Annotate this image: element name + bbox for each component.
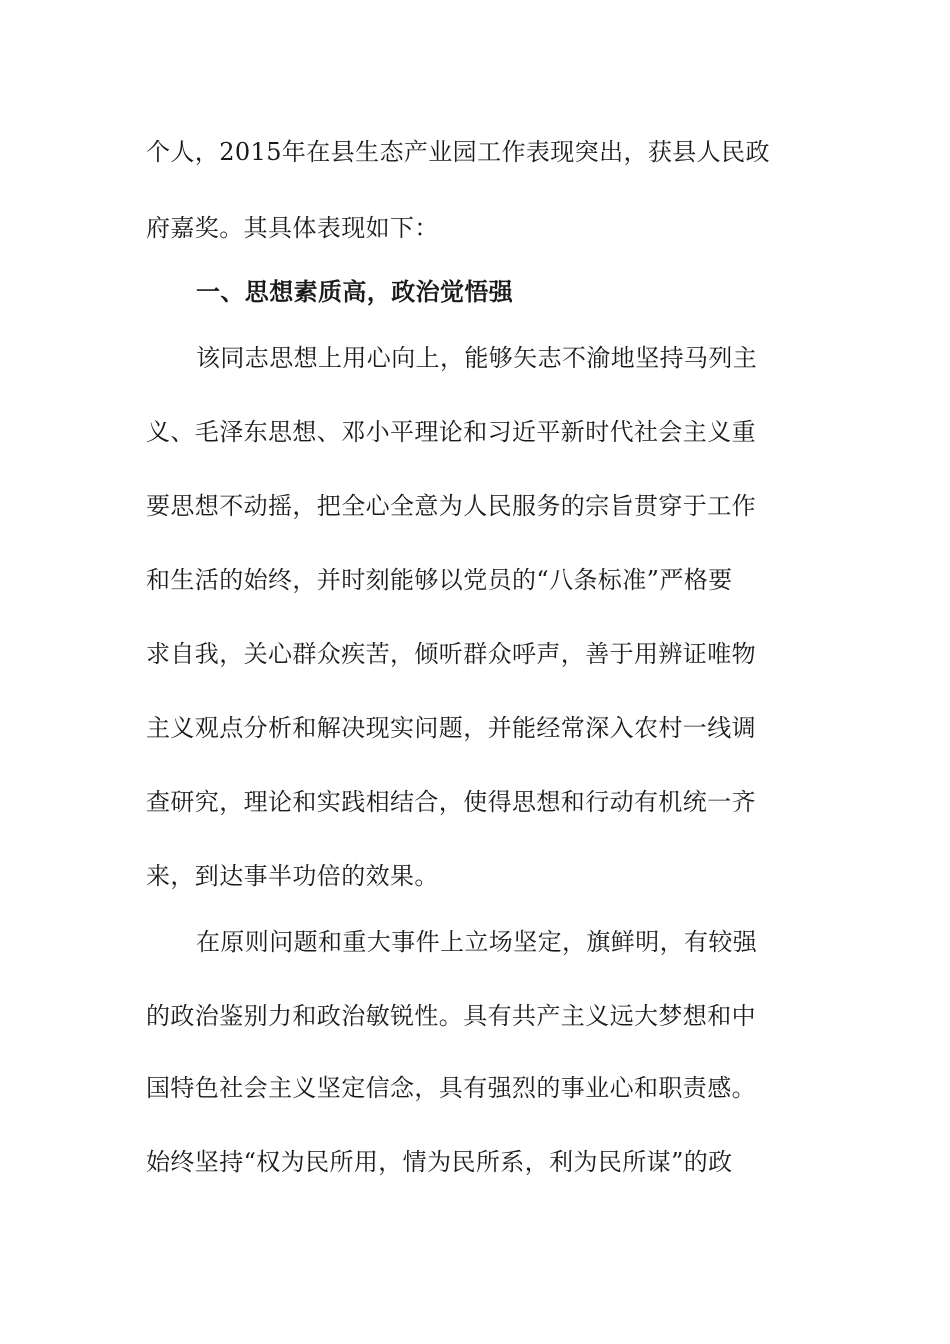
text-line: 求自我，关心群众疾苦，倾听群众呼声，善于用辨证唯物 (146, 640, 756, 668)
text-line: 义、毛泽东思想、邓小平理论和习近平新时代社会主义重 (146, 418, 756, 446)
text-line: 国特色社会主义坚定信念，具有强烈的事业心和职责感。 (146, 1074, 756, 1102)
text-line: 来，到达事半功倍的效果。 (146, 862, 439, 890)
text-line: 要思想不动摇，把全心全意为人民服务的宗旨贯穿于工作 (146, 492, 756, 520)
text-line: 主义观点分析和解决现实问题，并能经常深入农村一线调 (146, 714, 756, 742)
text-line: 和生活的始终，并时刻能够以党员的“八条标准”严格要 (146, 566, 733, 594)
text-line: 的政治鉴别力和政治敏锐性。具有共产主义远大梦想和中 (146, 1002, 756, 1030)
text-line: 府嘉奖。其具体表现如下： (146, 214, 439, 242)
section-heading: 一、思想素质高，政治觉悟强 (196, 278, 514, 306)
paragraph-first-line: 该同志思想上用心向上，能够矢志不渝地坚持马列主 (196, 344, 758, 372)
text-line: 个人，2015年在县生态产业园工作表现突出，获县人民政 (146, 138, 770, 166)
paragraph-first-line: 在原则问题和重大事件上立场坚定，旗鲜明，有较强 (196, 928, 758, 956)
text-line: 查研究，理论和实践相结合，使得思想和行动有机统一齐 (146, 788, 756, 816)
text-line: 始终坚持“权为民所用，情为民所系，利为民所谋”的政 (146, 1148, 733, 1176)
